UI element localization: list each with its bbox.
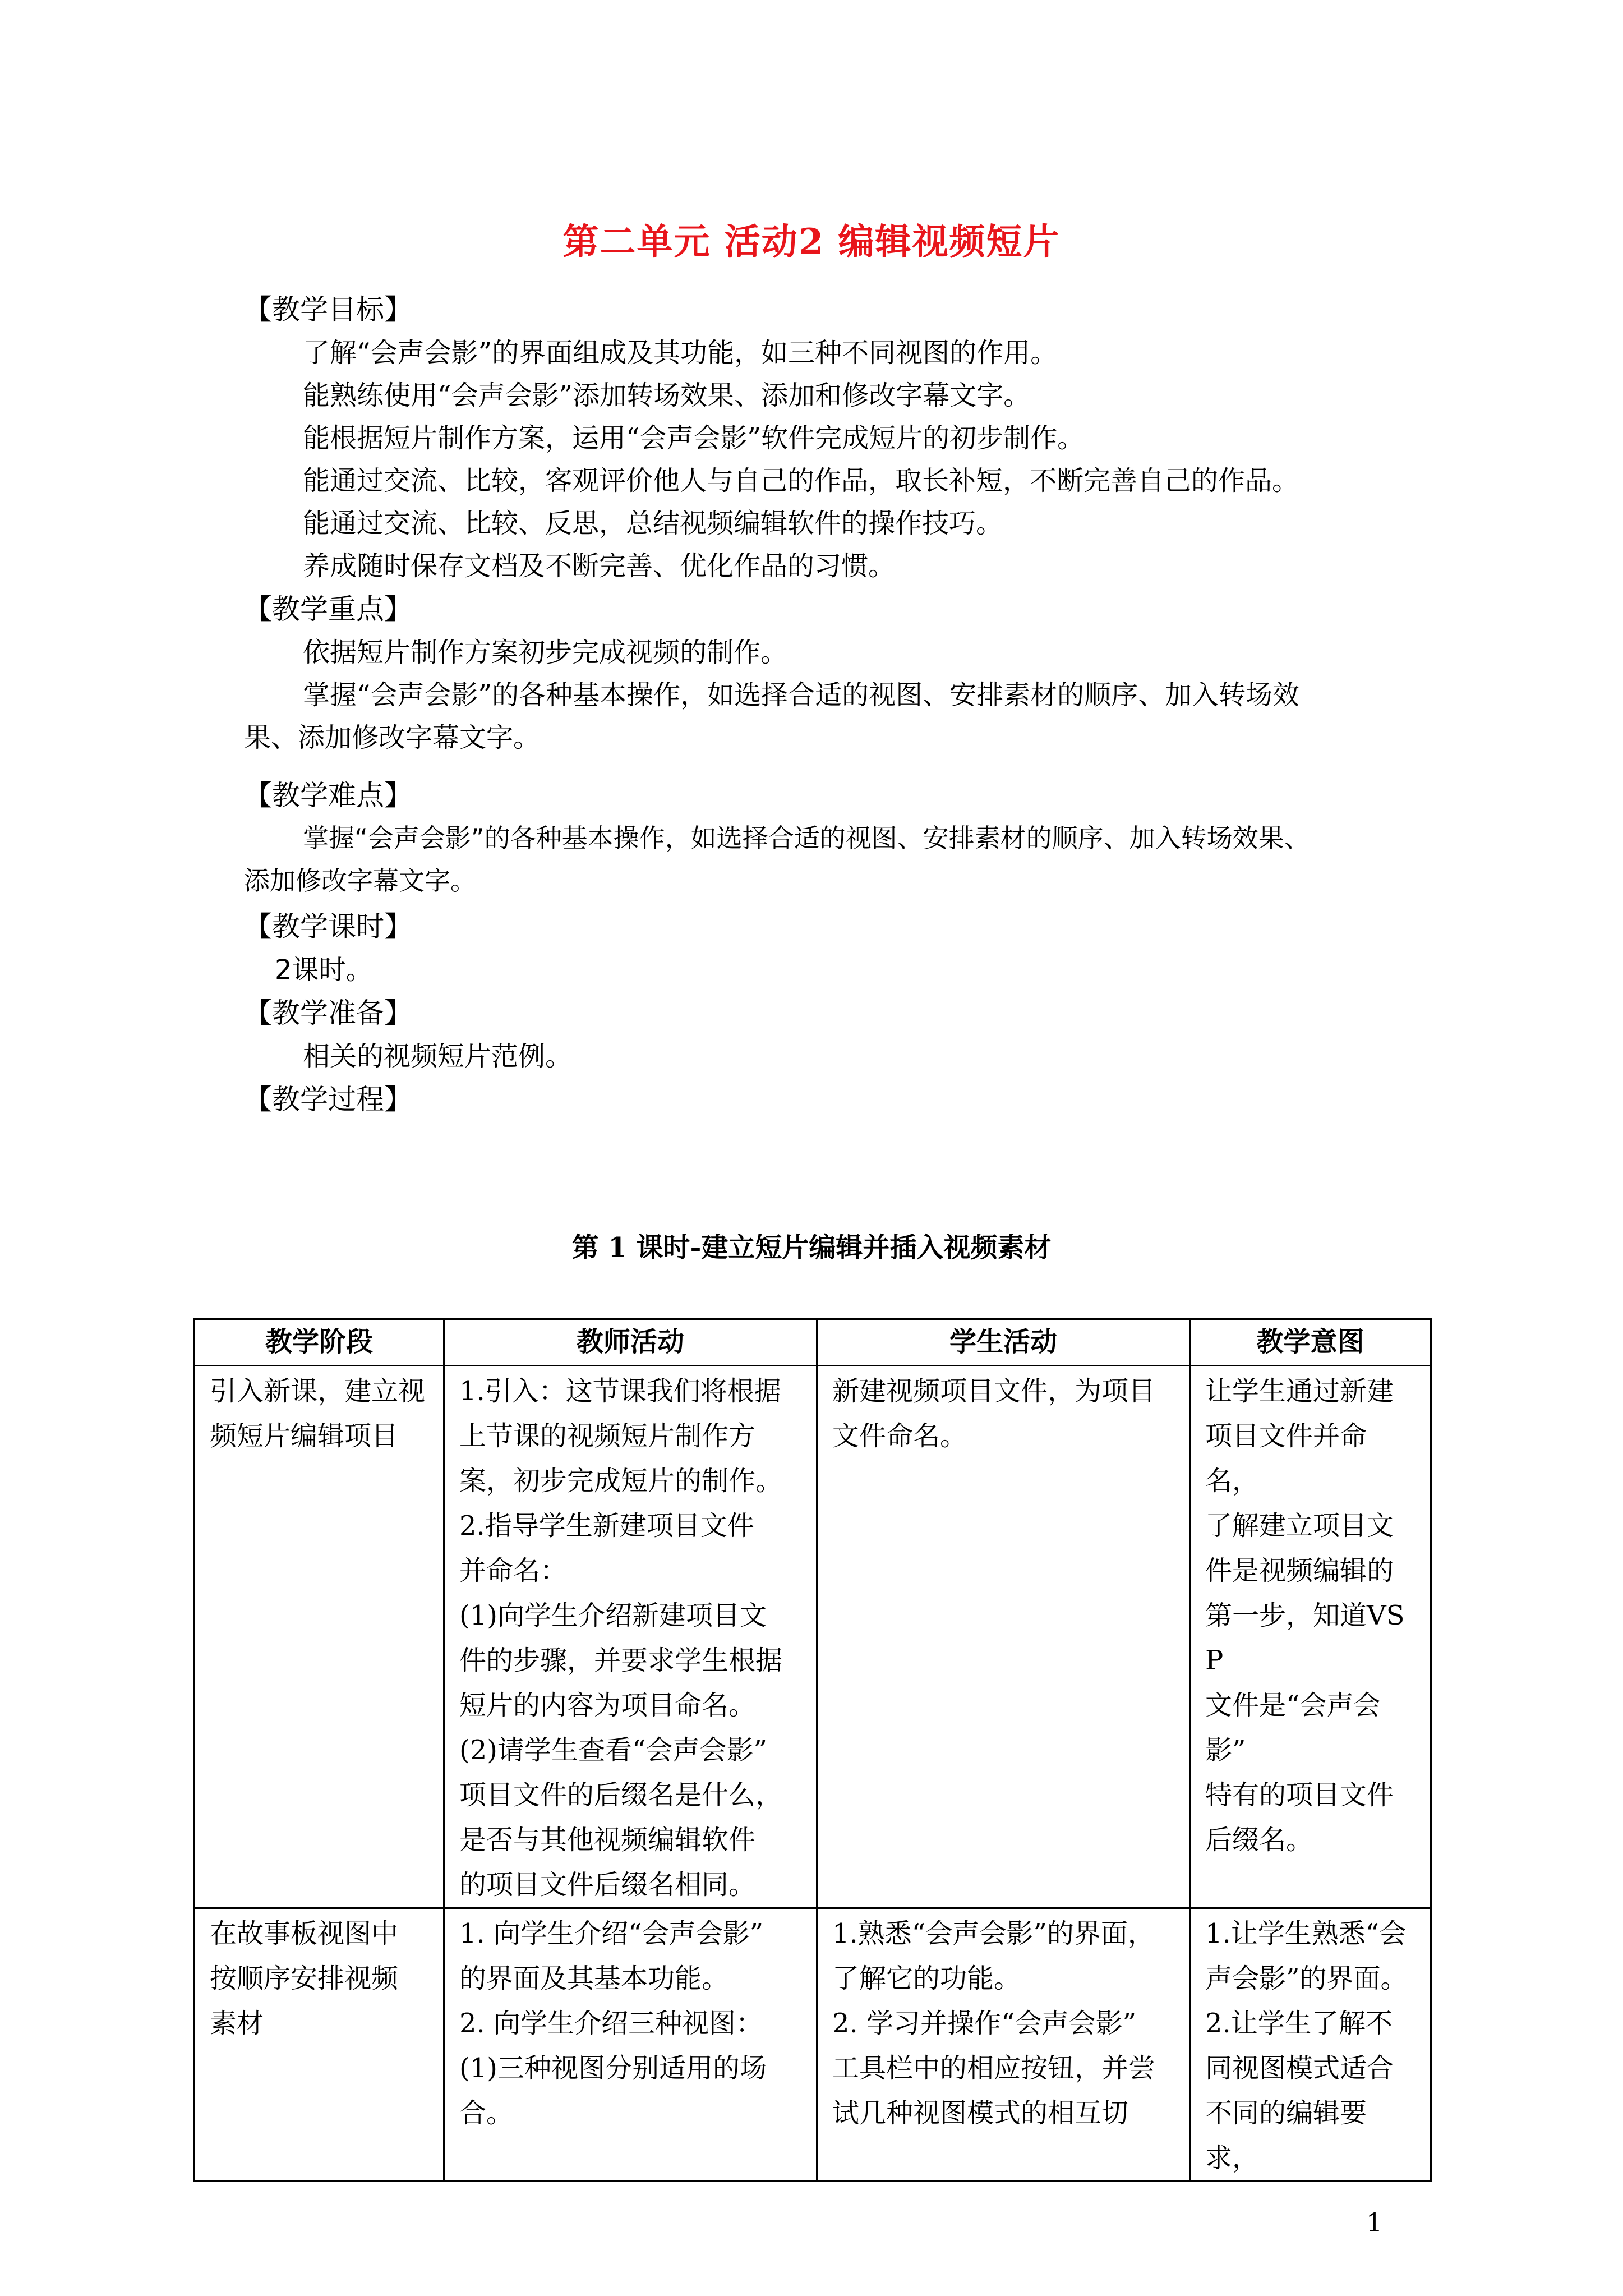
cell-line: 1.让学生熟悉“会 xyxy=(1205,1918,1407,1949)
cell-line: 件是视频编辑的 xyxy=(1205,1555,1394,1586)
difficulty-heading: 【教学难点】 xyxy=(244,779,412,812)
table-cell-teacher xyxy=(444,1366,817,1908)
page-number: 1 xyxy=(1366,2207,1383,2238)
cell-line: 了解它的功能。 xyxy=(832,1963,1021,1994)
key-heading: 【教学重点】 xyxy=(244,593,412,625)
cell-line: 项目文件的后缀名是什么， xyxy=(459,1779,783,1811)
header-stage: 教学阶段 xyxy=(195,1319,444,1366)
table-cell-student xyxy=(817,1366,1190,1908)
cell-line: (1)三种视图分别适用的场 xyxy=(459,2053,767,2084)
header-student: 学生活动 xyxy=(817,1319,1190,1366)
cell-line: 1. 向学生介绍“会声会影” xyxy=(459,1918,764,1949)
cell-line: 声会影”的界面。 xyxy=(1205,1963,1408,1994)
cell-line: 案，初步完成短片的制作。 xyxy=(459,1465,783,1497)
table-cell-teacher xyxy=(444,1908,817,2182)
lesson-table xyxy=(193,1318,1432,2182)
header-teacher: 教师活动 xyxy=(444,1319,817,1366)
key-line: 依据短片制作方案初步完成视频的制作。 xyxy=(303,637,788,668)
cell-line: 按顺序安排视频 xyxy=(210,1963,399,1994)
cell-line: 文件命名。 xyxy=(832,1420,967,1452)
cell-line: 是否与其他视频编辑软件 xyxy=(459,1824,756,1856)
table-cell-intent xyxy=(1190,1366,1431,1908)
lesson-title: 第 1 课时-建立短片编辑并插入视频素材 xyxy=(571,1232,1052,1263)
cell-line: 的项目文件后缀名相同。 xyxy=(459,1869,756,1901)
cell-line: 2. 学习并操作“会声会影” xyxy=(832,2008,1137,2039)
key-line: 掌握“会声会影”的各种基本操作，如选择合适的视图、安排素材的顺序、加入转场效 xyxy=(303,679,1300,711)
cell-line: 了解建立项目文 xyxy=(1205,1510,1394,1542)
cell-line: 并命名： xyxy=(459,1555,568,1586)
cell-line: 在故事板视图中 xyxy=(210,1918,399,1949)
cell-line: 频短片编辑项目 xyxy=(210,1420,399,1452)
goal-line: 能通过交流、比较，客观评价他人与自己的作品，取长补短，不断完善自己的作品。 xyxy=(303,465,1299,496)
cell-line: 让学生通过新建 xyxy=(1205,1375,1394,1407)
table-cell-student xyxy=(817,1908,1190,2182)
cell-line: (1)向学生介绍新建项目文 xyxy=(459,1600,767,1631)
cell-line: 项目文件并命名， xyxy=(1205,1420,1367,1497)
hours-text: 2课时。 xyxy=(275,954,373,986)
goal-line: 养成随时保存文档及不断完善、优化作品的习惯。 xyxy=(303,550,896,582)
goal-line: 能熟练使用“会声会影”添加转场效果、添加和修改字幕文字。 xyxy=(303,380,1031,411)
difficulty-line: 掌握“会声会影”的各种基本操作，如选择合适的视图、安排素材的顺序、加入转场效果、 xyxy=(303,823,1310,853)
cell-line: 文件是“会声会影” xyxy=(1205,1690,1381,1766)
cell-line: 特有的项目文件 xyxy=(1205,1779,1394,1811)
cell-line: 的界面及其基本功能。 xyxy=(459,1963,729,1994)
cell-line: 1.引入：这节课我们将根据 xyxy=(459,1375,781,1407)
cell-line: 试几种视图模式的相互切 xyxy=(832,2097,1129,2129)
goals-heading: 【教学目标】 xyxy=(244,293,412,326)
cell-line: 1.熟悉“会声会影”的界面， xyxy=(832,1918,1155,1949)
goal-line: 能通过交流、比较、反思，总结视频编辑软件的操作技巧。 xyxy=(303,508,1003,539)
cell-line: (2)请学生查看“会声会影” xyxy=(459,1734,768,1766)
table-cell-intent xyxy=(1190,1908,1431,2182)
table-row xyxy=(195,1908,1431,2182)
difficulty-line: 添加修改字幕文字。 xyxy=(244,866,476,896)
cell-line: 2.让学生了解不 xyxy=(1205,2008,1393,2039)
cell-line: 2. 向学生介绍三种视图： xyxy=(459,2008,763,2039)
cell-line: 新建视频项目文件，为项目 xyxy=(832,1375,1156,1407)
cell-line: 素材 xyxy=(210,2008,264,2039)
cell-line: 短片的内容为项目命名。 xyxy=(459,1690,756,1721)
prep-heading: 【教学准备】 xyxy=(244,997,412,1029)
cell-line: 上节课的视频短片制作方 xyxy=(459,1420,756,1452)
page-title: 第二单元 活动2 编辑视频短片 xyxy=(562,221,1061,263)
goal-line: 了解“会声会影”的界面组成及其功能，如三种不同视图的作用。 xyxy=(303,337,1058,369)
hours-heading: 【教学课时】 xyxy=(244,910,412,943)
cell-line: 同视图模式适合 xyxy=(1205,2053,1394,2084)
cell-line: 不同的编辑要求， xyxy=(1205,2097,1367,2174)
process-heading: 【教学过程】 xyxy=(244,1083,412,1116)
cell-line: 2.指导学生新建项目文件 xyxy=(459,1510,754,1542)
header-intent: 教学意图 xyxy=(1190,1319,1431,1366)
cell-line: 第一步，知道VSP xyxy=(1205,1600,1405,1676)
cell-line: 工具栏中的相应按钮，并尝 xyxy=(832,2053,1156,2084)
table-header-row xyxy=(195,1319,1431,1366)
prep-text: 相关的视频短片范例。 xyxy=(303,1041,573,1072)
key-line: 果、添加修改字幕文字。 xyxy=(244,722,541,753)
cell-line: 引入新课，建立视 xyxy=(210,1375,426,1407)
cell-line: 件的步骤，并要求学生根据 xyxy=(459,1645,783,1676)
cell-line: 后缀名。 xyxy=(1205,1824,1313,1856)
table-body xyxy=(195,1366,1431,2182)
cell-line: 合。 xyxy=(459,2097,514,2129)
goal-line: 能根据短片制作方案，运用“会声会影”软件完成短片的初步制作。 xyxy=(303,422,1085,454)
table-cell-stage xyxy=(195,1908,444,2182)
table-cell-stage xyxy=(195,1366,444,1908)
table-row xyxy=(195,1366,1431,1908)
